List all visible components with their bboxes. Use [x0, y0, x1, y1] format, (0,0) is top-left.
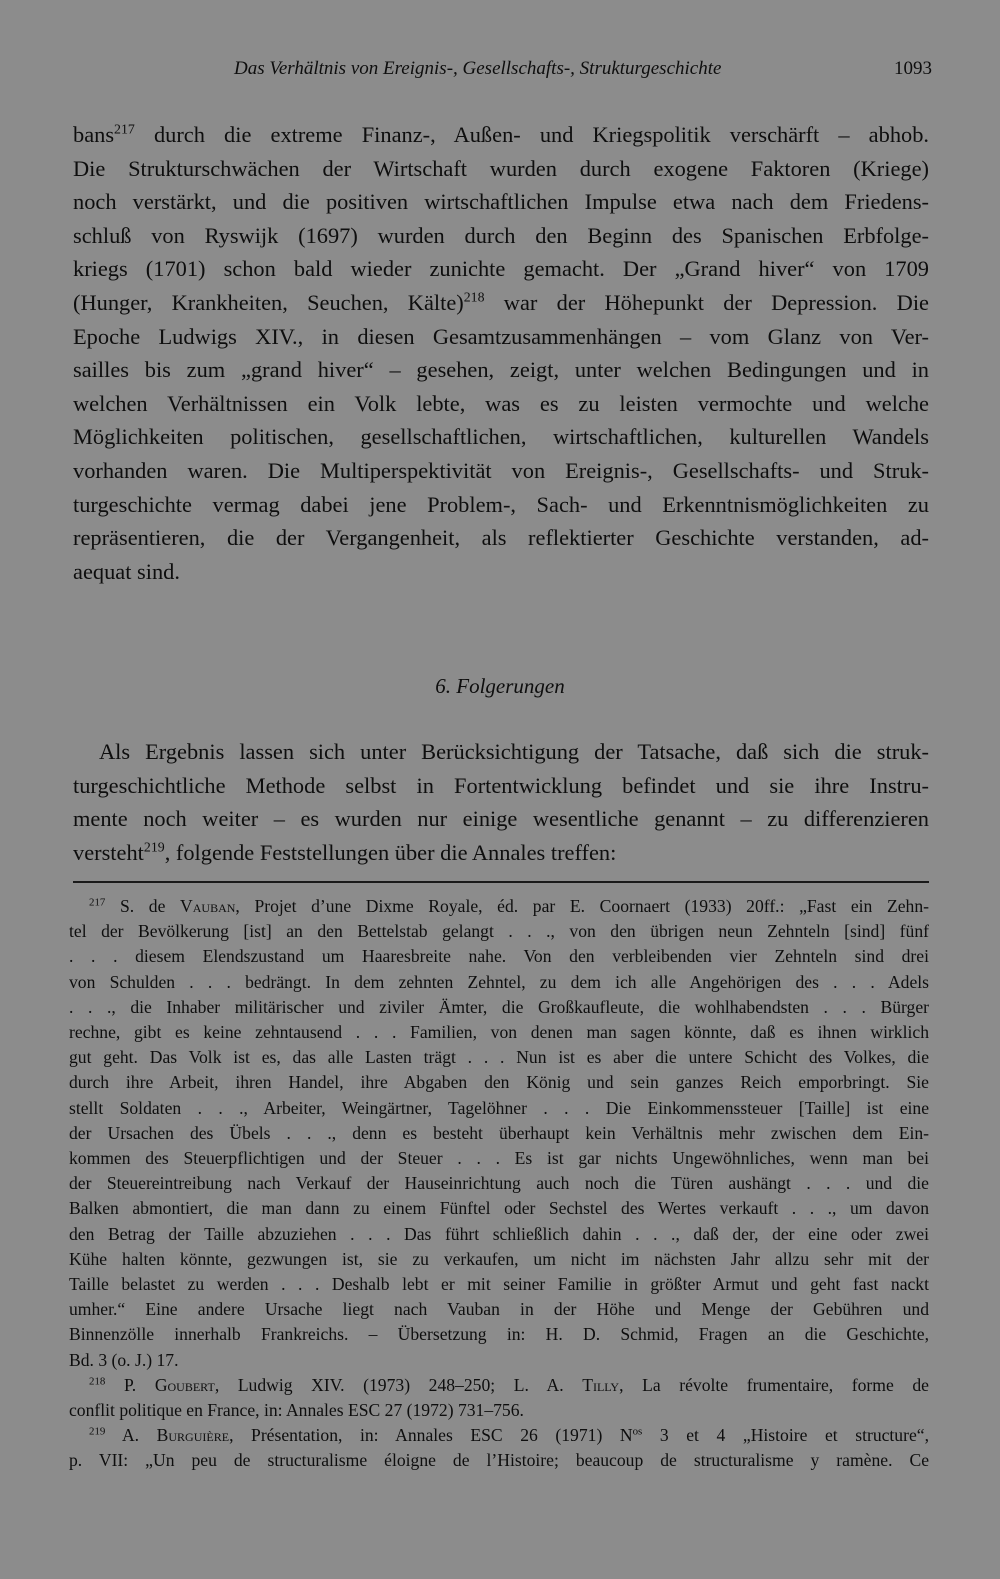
- footnote-219: [69, 1423, 929, 1473]
- footnote-line: $^{217}$ S. de Vauban, Projet d’une Dixme Royale, éd. par E. Coornaert (1933) 20ff.: „Fast ein Zehn-: [89, 896, 929, 916]
- footnote-line: Balken abmontiert, die man dann zu einem Fünftel oder Sechstel des Wertes verkauft . . ., um davon: [69, 1198, 929, 1219]
- text-line: aequat sind.: [73, 558, 180, 584]
- footnote-separator: [73, 881, 929, 883]
- text-line: (Hunger, Krankheiten, Seuchen, Kälte)$^{218}$ war der Höhepunkt der Depression. Die: [73, 289, 929, 315]
- section-heading: 6. Folgerungen: [435, 674, 565, 698]
- footnote-line: tel der Bevölkerung [ist] an den Bettelstab gelangt . . ., von den übrigen neun Zehnteln [sind] fünf: [69, 921, 929, 942]
- footnote-line: umher.“ Eine andere Ursache liegt nach Vauban in der Höhe und Menge der Gebühren und: [69, 1299, 929, 1320]
- text-line: turgeschichtliche Methode selbst in Fortentwicklung befindet und sie ihre Instru-: [73, 772, 929, 798]
- footnote-218: [69, 1373, 929, 1423]
- text-line: kriegs (1701) schon bald wieder zunichte gemacht. Der „Grand hiver“ von 1709: [73, 256, 929, 282]
- footnote-line: . . . diesem Elendszustand um Haaresbreite nahe. Von den verbleibenden vier Zehnteln sind drei: [69, 946, 929, 967]
- author-name: Burguière: [156, 1425, 230, 1446]
- text-line: vorhanden waren. Die Multiperspektivität von Ereignis-, Gesellschafts- und Struk-: [73, 457, 929, 483]
- footnote-line: p. VII: „Un peu de structuralisme éloigne de l’Histoire; beaucoup de structuralisme y ramène. Ce: [69, 1450, 929, 1471]
- footnote-line: . . ., die Inhaber militärischer und ziviler Ämter, die Großkaufleute, die wohlhabendsten . . . Bürger: [69, 996, 929, 1017]
- text-line: Als Ergebnis lassen sich unter Berücksichtigung der Tatsache, daß sich die struk-: [99, 739, 929, 764]
- footnote-line: stellt Soldaten . . ., Arbeiter, Weingärtner, Tagelöhner . . . Die Einkommenssteuer [Taille] ist eine: [69, 1097, 929, 1118]
- text-line: versteht$^{219}$, folgende Feststellungen über die Annales treffen:: [73, 839, 617, 865]
- running-title: Das Verhältnis von Ereignis-, Gesellschafts-, Strukturgeschichte: [234, 58, 722, 79]
- footnote-line: Bd. 3 (o. J.) 17.: [69, 1349, 179, 1370]
- footnote-line: kommen des Steuerpflichtigen und der Steuer . . . Es ist gar nichts Ungewöhnliches, wenn man bei: [69, 1148, 929, 1169]
- text-line: noch verstärkt, und die positiven wirtschaftlichen Impulse etwa nach dem Friedens-: [73, 189, 929, 215]
- text-line: Die Strukturschwächen der Wirtschaft wurden durch exogene Faktoren (Kriege): [73, 155, 929, 181]
- paragraph-1: [73, 118, 929, 588]
- text-line: schluß von Ryswijk (1697) wurden durch den Beginn des Spanischen Erbfolge-: [73, 222, 929, 248]
- footnote-line: Binnenzölle innerhalb Frankreichs. – Übersetzung in: H. D. Schmid, Fragen an die Geschichte,: [69, 1324, 929, 1345]
- footnote-line: Taille belastet zu werden . . . Deshalb lebt er mit seiner Familie in größter Armut und geht fast nackt: [69, 1274, 929, 1295]
- text-line: sailles bis zum „grand hiver“ – gesehen, zeigt, unter welchen Bedingungen und in: [73, 357, 929, 383]
- footnote-number: 217: [89, 896, 106, 909]
- text-line: welchen Verhältnissen ein Volk lebte, was es zu leisten vermochte und welche: [73, 390, 929, 416]
- page-number: 1093: [894, 58, 932, 79]
- footnote-line: durch ihre Arbeit, ihren Handel, ihre Abgaben den König und sein ganzes Reich emporbringt. Sie: [69, 1072, 929, 1093]
- text-line: Epoche Ludwigs XIV., in diesen Gesamtzusammenhängen – vom Glanz von Ver-: [73, 323, 929, 349]
- footnote-line: gut geht. Das Volk ist es, das alle Lasten trägt . . . Nun ist es aber die untere Schicht des Volkes, die: [69, 1047, 929, 1068]
- paragraph-2: [73, 735, 929, 869]
- author-name: Tilly: [582, 1374, 620, 1395]
- footnote-ref-219: 219: [143, 840, 165, 856]
- footnote-line: $^{219}$ A. Burguière, Présentation, in: Annales ESC 26 (1971) $N^{os}$ 3 et 4 „Histoire et structure“,: [89, 1425, 929, 1446]
- footnote-line: rechne, gibt es keine zehntausend . . . Familien, von denen man sagen könnte, daß es ihnen wirklich: [69, 1022, 929, 1043]
- footnote-line: der Steuereintreibung nach Verkauf der Hauseinrichtung auch noch die Türen aushängt . . . und die: [69, 1173, 929, 1194]
- text-line: bans$^{217}$ durch die extreme Finanz-, Außen- und Kriegspolitik verschärft – abhob.: [73, 122, 929, 147]
- footnotes: [69, 894, 929, 1474]
- footnote-number: 219: [89, 1425, 106, 1438]
- footnote-line: von Schulden . . . bedrängt. In dem zehnten Zehntel, zu dem ich alle Angehörigen des . . . Adels: [69, 971, 929, 992]
- footnote-line: der Ursachen des Übels . . ., denn es besteht überhaupt kein Verhältnis mehr zwischen dem Ein-: [69, 1122, 929, 1143]
- author-name: Vauban: [180, 896, 236, 916]
- text-line: turgeschichte vermag dabei jene Problem-, Sach- und Erkenntnismöglichkeiten zu: [73, 491, 929, 517]
- footnote-ref-218: 218: [463, 290, 485, 306]
- footnote-number: 218: [89, 1375, 106, 1388]
- footnote-line: den Betrag der Taille abzuziehen . . . Das führt schließlich dahin . . ., daß der, der eine oder zwei: [69, 1223, 929, 1244]
- running-header: [234, 58, 932, 80]
- footnote-ref-217: 217: [114, 122, 135, 138]
- footnote-line: Kühe halten könnte, gezwungen ist, sie zu verkaufen, um nicht im nächsten Jahr allzu sehr mit der: [69, 1248, 929, 1269]
- text-line: repräsentieren, die der Vergangenheit, als reflektierter Geschichte verstanden, ad-: [73, 525, 929, 551]
- footnote-217: [69, 894, 929, 1373]
- text-line: Möglichkeiten politischen, gesellschaftlichen, wirtschaftlichen, kulturellen Wandels: [73, 424, 929, 450]
- text-line: mente noch weiter – es wurden nur einige wesentliche genannt – zu differenzieren: [73, 806, 929, 832]
- footnote-line: conflit politique en France, in: Annales ESC 27 (1972) 731–756.: [69, 1400, 524, 1421]
- author-name: Goubert: [154, 1374, 215, 1395]
- footnote-line: $^{218}$ P. Goubert, Ludwig XIV. (1973) 248–250; L. A. Tilly, La révolte frumentaire, forme de: [89, 1374, 929, 1395]
